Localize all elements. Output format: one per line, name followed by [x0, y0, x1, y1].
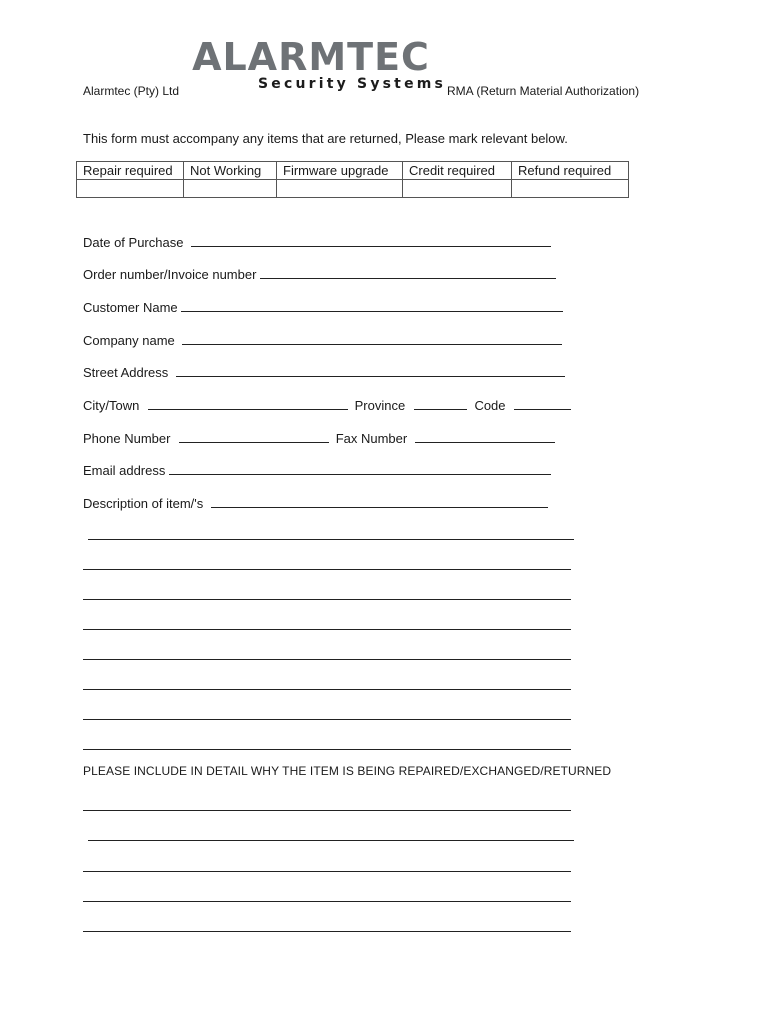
detail-line-5[interactable]: [83, 931, 571, 932]
order-number-line[interactable]: [260, 266, 556, 279]
description-line-2[interactable]: [83, 569, 571, 570]
option-repair-required: Repair required: [77, 162, 184, 180]
detail-heading: PLEASE INCLUDE IN DETAIL WHY THE ITEM IS BEING REPAIRED/EXCHANGED/RETURNED: [83, 764, 612, 778]
company-name-line[interactable]: [182, 332, 562, 345]
city-town-label: City/Town: [83, 398, 140, 413]
field-description: [83, 495, 548, 511]
field-city-province-code: [83, 397, 571, 413]
email-address-label: Email address: [83, 463, 166, 478]
street-address-line[interactable]: [176, 364, 565, 377]
mark-cell-not-working[interactable]: [184, 180, 277, 198]
province-label: Province: [354, 398, 406, 413]
field-customer-name: [83, 299, 563, 315]
code-label: Code: [474, 398, 506, 413]
fax-number-label: Fax Number: [335, 431, 408, 446]
detail-line-3[interactable]: [83, 871, 571, 872]
field-company-name: [83, 332, 562, 348]
option-firmware-upgrade: Firmware upgrade: [277, 162, 403, 180]
customer-name-label: Customer Name: [83, 300, 178, 315]
description-line-3[interactable]: [83, 599, 571, 600]
alarmtec-logo: [178, 35, 447, 92]
logo-tagline: Security Systems: [258, 76, 447, 92]
detail-line-4[interactable]: [83, 901, 571, 902]
mark-cell-credit-required[interactable]: [403, 180, 512, 198]
email-address-line[interactable]: [169, 462, 551, 475]
date-of-purchase-line[interactable]: [191, 234, 551, 247]
return-reason-header-row: [77, 162, 629, 180]
field-order-number: [83, 266, 556, 282]
option-credit-required: Credit required: [403, 162, 512, 180]
description-line-8[interactable]: [83, 749, 571, 750]
field-email-address: [83, 462, 551, 478]
description-line-7[interactable]: [83, 719, 571, 720]
intro-text: This form must accompany any items that are returned, Please mark relevant below.: [83, 131, 568, 146]
return-reason-table: [76, 161, 629, 198]
date-of-purchase-label: Date of Purchase: [83, 235, 184, 250]
street-address-label: Street Address: [83, 365, 169, 380]
detail-line-1[interactable]: [83, 810, 571, 811]
mark-cell-refund-required[interactable]: [512, 180, 629, 198]
company-name-header: Alarmtec (Pty) Ltd: [83, 84, 180, 98]
field-street-address: [83, 364, 565, 380]
field-phone-fax: [83, 430, 555, 446]
mark-cell-repair-required[interactable]: [77, 180, 184, 198]
code-line[interactable]: [514, 397, 571, 410]
option-not-working: Not Working: [184, 162, 277, 180]
return-reason-mark-row: [77, 180, 629, 198]
description-line-6[interactable]: [83, 689, 571, 690]
description-line-5[interactable]: [83, 659, 571, 660]
description-line-4[interactable]: [83, 629, 571, 630]
order-number-label: Order number/Invoice number: [83, 267, 257, 282]
field-date-of-purchase: [83, 234, 551, 250]
description-label: Description of item/'s: [83, 496, 204, 511]
mark-cell-firmware-upgrade[interactable]: [277, 180, 403, 198]
form-title: RMA (Return Material Authorization): [447, 84, 640, 98]
fax-number-line[interactable]: [415, 430, 555, 443]
phone-number-label: Phone Number: [83, 431, 171, 446]
detail-line-2[interactable]: [88, 840, 574, 841]
description-line[interactable]: [211, 495, 548, 508]
phone-number-line[interactable]: [179, 430, 329, 443]
city-town-line[interactable]: [148, 397, 348, 410]
customer-name-line[interactable]: [181, 299, 563, 312]
option-refund-required: Refund required: [512, 162, 629, 180]
province-line[interactable]: [414, 397, 467, 410]
logo-wordmark: ALARMTEC: [192, 35, 430, 79]
description-line-1[interactable]: [88, 539, 574, 540]
company-name-label: Company name: [83, 333, 175, 348]
